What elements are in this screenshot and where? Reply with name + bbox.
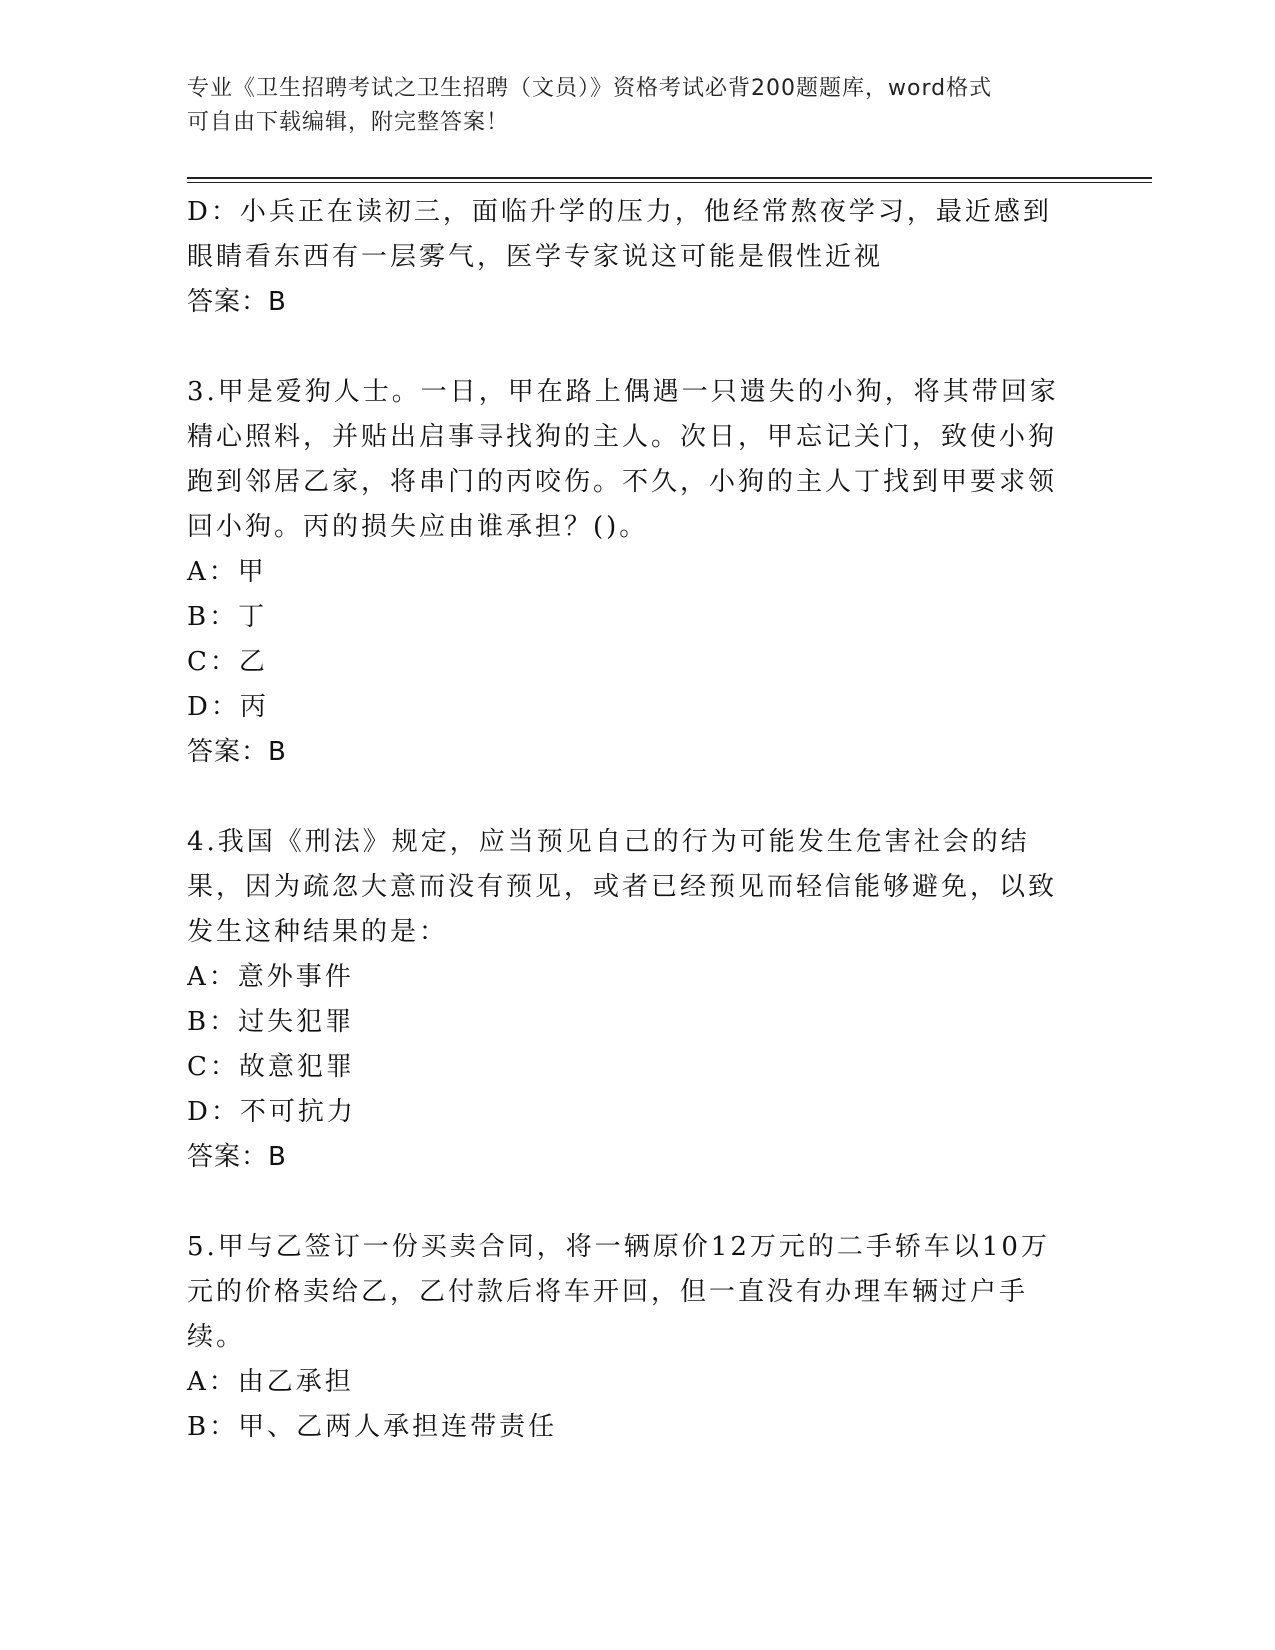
spacer bbox=[187, 1180, 1067, 1225]
q4-answer: 答案：B bbox=[187, 1142, 287, 1172]
q2-answer: 答案：B bbox=[187, 287, 287, 317]
spacer bbox=[187, 325, 1067, 370]
q3-stem: 3.甲是爱狗人士。一日，甲在路上偶遇一只遗失的小狗，将其带回家精心照料，并贴出启事寻找狗的主人。次日，甲忘记关门，致使小狗跑到邻居乙家，将串门的丙咬伤。不久，小狗的主人丁找到甲要求领回小狗。丙的损失应由谁承担？()。 bbox=[187, 377, 1059, 542]
spacer bbox=[187, 775, 1067, 820]
page-header bbox=[187, 72, 1067, 140]
q4-stem: 4.我国《刑法》规定，应当预见自己的行为可能发生危害社会的结果，因为疏忽大意而没有预见，或者已经预见而轻信能够避免，以致发生这种结果的是： bbox=[187, 827, 1058, 947]
q2-option-d: D：小兵正在读初三，面临升学的压力，他经常熬夜学习，最近感到眼睛看东西有一层雾气，医学专家说这可能是假性近视 bbox=[187, 197, 1052, 272]
document-body bbox=[187, 190, 1067, 1450]
q3-option-d: D：丙 bbox=[187, 692, 269, 722]
header-line-2: 可自由下载编辑，附完整答案！ bbox=[187, 110, 510, 135]
header-line-1: 专业《卫生招聘考试之卫生招聘（文员）》资格考试必背200题题库，word格式 bbox=[187, 76, 993, 101]
q5-option-a: A：由乙承担 bbox=[187, 1367, 354, 1397]
q4-option-c: C：故意犯罪 bbox=[187, 1052, 355, 1082]
q3-answer: 答案：B bbox=[187, 737, 287, 767]
header-rule-thick bbox=[187, 177, 1152, 179]
q3-option-c: C：乙 bbox=[187, 647, 268, 677]
q5-stem: 5.甲与乙签订一份买卖合同，将一辆原价12万元的二手轿车以10万元的价格卖给乙，乙付款后将车开回，但一直没有办理车辆过户手续。 bbox=[187, 1232, 1050, 1352]
q4-option-b: B：过失犯罪 bbox=[187, 1007, 355, 1037]
q3-option-b: B：丁 bbox=[187, 602, 268, 632]
q4-option-a: A：意外事件 bbox=[187, 962, 354, 992]
header-rule-thin bbox=[187, 182, 1152, 183]
q4-option-d: D：不可抗力 bbox=[187, 1097, 356, 1127]
q5-option-b: B：甲、乙两人承担连带责任 bbox=[187, 1412, 558, 1442]
q3-option-a: A：甲 bbox=[187, 557, 267, 587]
